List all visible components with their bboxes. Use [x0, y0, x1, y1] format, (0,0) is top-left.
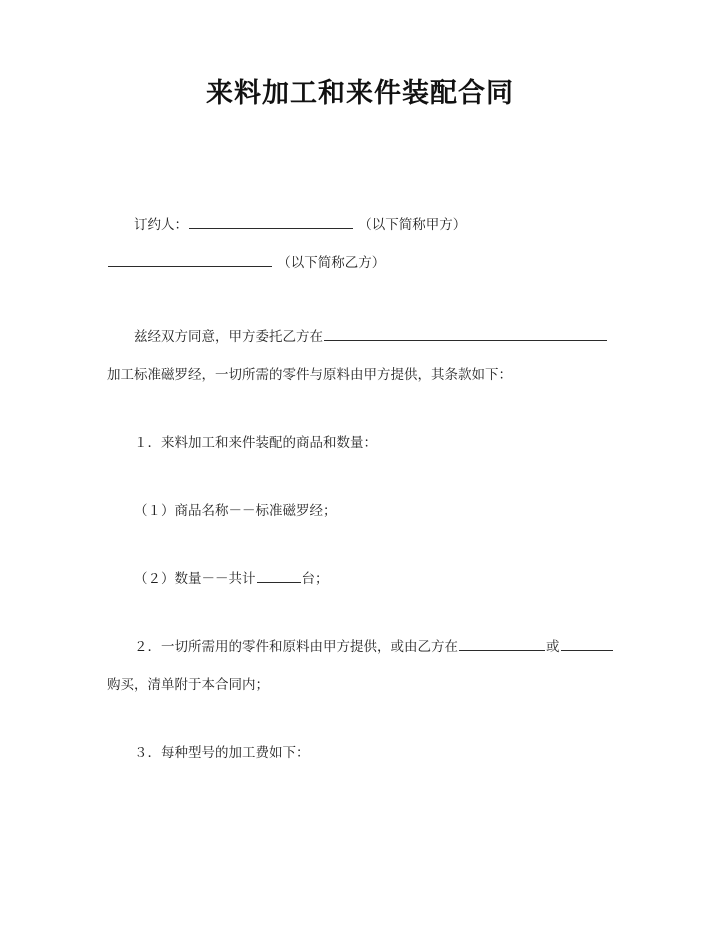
clause-2-line-2: [107, 666, 619, 704]
clause-1-subitem-1-number: （１）: [134, 503, 175, 519]
spacer-after-clause-1: [107, 462, 619, 492]
clause-1-number: １．: [134, 435, 161, 451]
quantity-blank[interactable]: [257, 567, 301, 583]
party-a-blank[interactable]: [189, 213, 353, 229]
preamble-line-2: [107, 356, 619, 394]
clause-2-number: ２．: [134, 639, 161, 655]
clause-1-subitem-2-prefix: 数量－－共计: [174, 571, 256, 587]
party-b-blank[interactable]: [108, 251, 272, 267]
spacer-after-parties: [107, 282, 619, 318]
clause-1-subitem-2-number: （２）: [134, 571, 175, 587]
clause-1: [107, 424, 619, 462]
clause-2-text-1: 一切所需用的零件和原料由甲方提供，或由乙方在: [161, 639, 458, 655]
processing-location-blank[interactable]: [324, 325, 607, 341]
party-a-label: 订约人：: [134, 217, 188, 233]
clause-3-number: ３．: [134, 745, 161, 761]
clause-3-text: 每种型号的加工费如下：: [161, 745, 310, 761]
clause-2-conjunction: 或: [546, 639, 560, 655]
clause-1-subitem-2-suffix: 台；: [301, 571, 329, 587]
spacer-after-clause-2: [107, 704, 619, 734]
clause-1-text: 来料加工和来件装配的商品和数量：: [161, 435, 377, 451]
material-source-blank-2[interactable]: [561, 635, 613, 651]
clause-1-subitem-2: [107, 560, 619, 598]
spacer-after-subitem-2: [107, 598, 619, 628]
material-source-blank-1[interactable]: [459, 635, 545, 651]
preamble-line-1: [107, 318, 619, 356]
document-body: [107, 206, 619, 772]
clause-2-line-1: [107, 628, 619, 666]
preamble-text-2: 加工标准磁罗经，一切所需的零件与原料由甲方提供，其条款如下：: [107, 367, 512, 383]
clause-2-text-2: 购买，清单附于本合同内；: [107, 677, 269, 693]
spacer-after-preamble: [107, 394, 619, 424]
clause-3: [107, 734, 619, 772]
spacer-after-subitem-1: [107, 530, 619, 560]
party-b-suffix: （以下简称乙方）: [277, 255, 386, 271]
party-a-suffix: （以下简称甲方）: [358, 217, 467, 233]
clause-1-subitem-1-text: 商品名称－－标准磁罗经；: [174, 503, 337, 519]
party-b-line: [107, 244, 619, 282]
clause-1-subitem-1: [107, 492, 619, 530]
page-title: 来料加工和来件装配合同: [206, 78, 514, 109]
preamble-text-1: 兹经双方同意，甲方委托乙方在: [134, 329, 323, 345]
party-a-line: [107, 206, 619, 244]
